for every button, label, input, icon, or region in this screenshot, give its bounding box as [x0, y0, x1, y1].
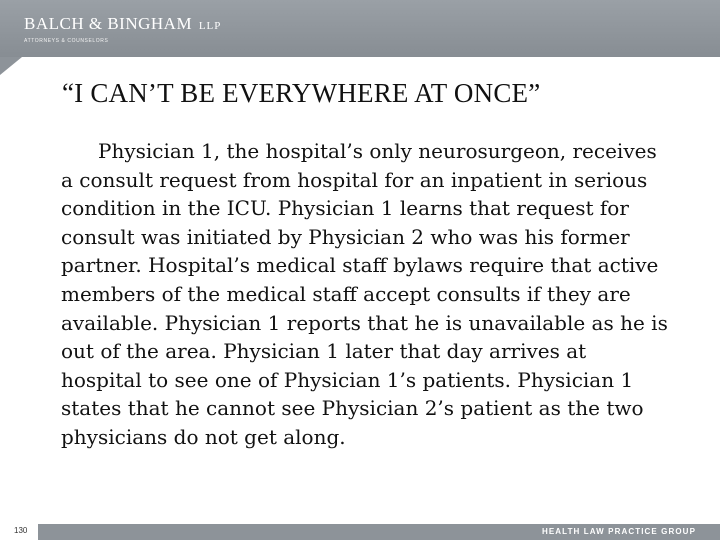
- header-bar: [0, 0, 720, 57]
- slide-body-text: Physician 1, the hospital’s only neurosurgeon, receives a consult request from hospital for an inpatient in serious condition in the ICU. Physician 1 learns that request for consult was initiated by Physician 2 who was his former partner. Hospital’s medical staff bylaws require that active members of the medical staff accept consults if they are available. Physician 1 reports that he is unavailable as he is out of the area. Physician 1 later that day arrives at hospital to see one of Physician 1’s patients. Physician 1 states that he cannot see Physician 2’s patient as the two physicians do not get along.: [61, 139, 668, 449]
- firm-name-line: [24, 15, 221, 35]
- header-notch: [0, 57, 22, 75]
- page-number: 130: [0, 522, 38, 540]
- firm-name: BALCH & BINGHAM: [24, 14, 193, 33]
- firm-suffix: LLP: [198, 20, 222, 32]
- slide-title: “I CAN’T BE EVERYWHERE AT ONCE”: [62, 78, 541, 108]
- practice-group-label: HEALTH LAW PRACTICE GROUP: [541, 527, 696, 536]
- firm-tagline: ATTORNEYS & COUNSELORS: [24, 38, 109, 44]
- firm-logo: [24, 15, 221, 44]
